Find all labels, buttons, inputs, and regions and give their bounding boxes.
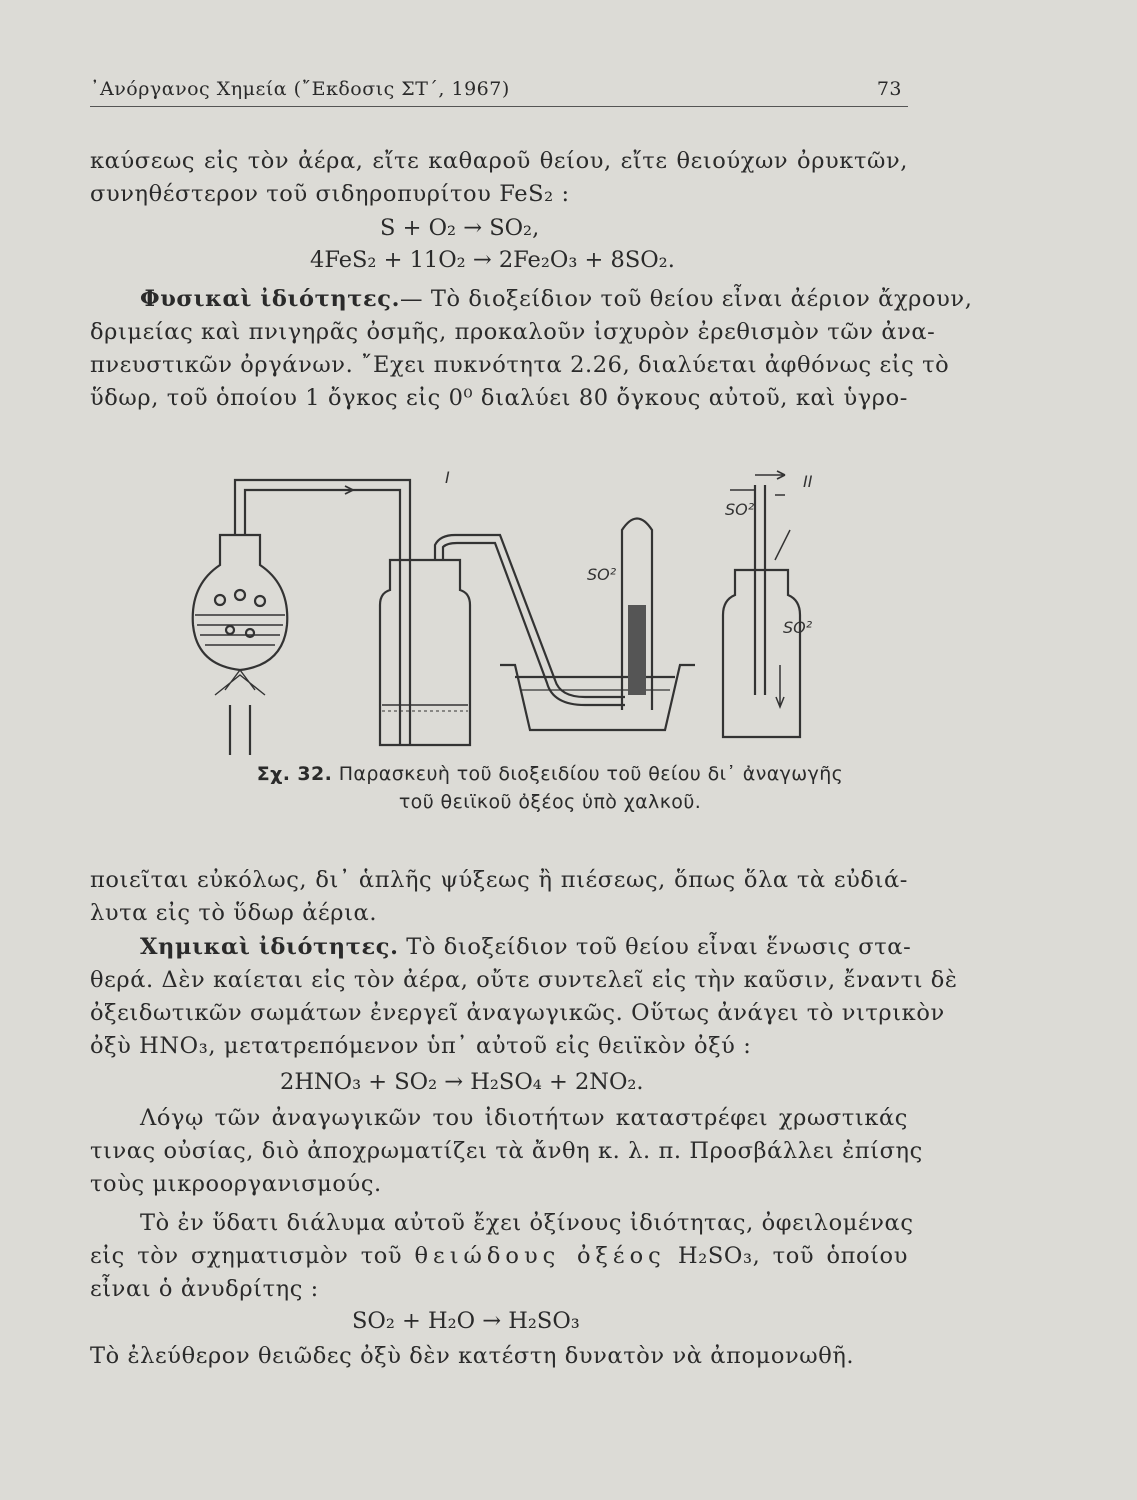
physical-properties-continued (90, 864, 908, 930)
text-line: ὀξὺ HNO₃, μετατρεπόμενον ὑπ᾿ αὐτοῦ εἰς θειϊκὸν ὀξύ : (90, 1033, 752, 1059)
label-so2-top: SO² (725, 500, 755, 519)
text-line: ὀξειδωτικῶν σωμάτων ἐνεργεῖ ἀναγωγικῶς. Οὕτως ἀνάγει τὸ νιτρικὸν (90, 1000, 945, 1026)
label-II: II (803, 472, 813, 491)
running-header (90, 74, 908, 107)
label-I: I (445, 468, 450, 487)
label-so2-tube: SO² (587, 565, 617, 584)
equation-4: SO₂ + H₂O → H₂SO₃ (352, 1308, 580, 1334)
burner (230, 705, 250, 755)
wash-bottle (380, 560, 470, 745)
outlet-tube (755, 485, 765, 695)
section-heading: Φυσικαὶ ἰδιότητες. (140, 286, 401, 312)
text-line: συνηθέστερον τοῦ σιδηροπυρίτου FeS₂ : (90, 181, 570, 207)
text-line: τοὺς μικροοργανισμούς. (90, 1171, 382, 1197)
equation-1: S + O₂ → SO₂, (380, 215, 540, 241)
apparatus-figure (185, 465, 835, 755)
text-line: ποιεῖται εὐκόλως, δι᾿ ἁπλῆς ψύξεως ἢ πιέσεως, ὅπως ὅλα τὰ εὐδιά- (90, 867, 908, 893)
chemical-properties-paragraph (90, 931, 958, 1063)
round-flask (193, 535, 288, 670)
spaced-term: θειώδους ὀξέος (414, 1243, 666, 1269)
text-line: θερά. Δὲν καίεται εἰς τὸν ἀέρα, οὔτε συντελεῖ εἰς τὴν καῦσιν, ἔναντι δὲ (90, 967, 958, 993)
figure-caption (240, 760, 860, 816)
text-line: Τὸ ἐλεύθερον θειῶδες ὀξὺ δὲν κατέστη δυνατὸν νὰ ἀπομονωθῆ. (90, 1343, 855, 1369)
text-line: Φυσικαὶ ἰδιότητες.— Τὸ διοξείδιον τοῦ θείου εἶναι ἀέριον ἄχρουν, (90, 283, 908, 316)
text-line: Χημικαὶ ἰδιότητες. Τὸ διοξείδιον τοῦ θείου εἶναι ἕνωσις στα- (90, 931, 908, 964)
text-line: ὕδωρ, τοῦ ὁποίου 1 ὄγκος εἰς 0⁰ διαλύει 80 ὄγκους αὐτοῦ, καὶ ὑγρο- (90, 385, 908, 411)
text-line: δριμείας καὶ πνιγηρᾶς ὀσμῆς, προκαλοῦν ἰσχυρὸν ἐρεθισμὸν τῶν ἀνα- (90, 319, 936, 345)
text-line: εἶναι ὁ ἀνυδρίτης : (90, 1276, 319, 1302)
final-line (90, 1340, 908, 1373)
text-line: πνευστικῶν ὀργάνων. ῎Εχει πυκνότητα 2.26, διαλύεται ἀφθόνως εἰς τὸ (90, 352, 950, 378)
solution-paragraph (90, 1207, 914, 1306)
label-so2-bottle: SO² (783, 618, 813, 637)
text-line: Τὸ ἐν ὕδατι διάλυμα αὐτοῦ ἔχει ὀξίνους ἰδιότητας, ὀφειλομένας (140, 1210, 914, 1236)
physical-properties-paragraph (90, 283, 973, 415)
caption-line: τοῦ θειϊκοῦ ὀξέος ὑπὸ χαλκοῦ. (398, 791, 702, 813)
page-number: 73 (876, 78, 902, 100)
reducing-paragraph (90, 1102, 923, 1201)
caption-line: Σχ. 32. Παρασκευὴ τοῦ διοξειδίου τοῦ θείου δι᾿ ἀναγωγῆς (256, 763, 844, 785)
connecting-tube (435, 535, 625, 705)
text-line: εἰς τὸν σχηματισμὸν τοῦ θειώδους ὀξέος H₂SO₃, τοῦ ὁποίου (90, 1243, 908, 1269)
header-title: ᾿Ανόργανος Χημεία (῎Εκδοσις ΣΤ΄, 1967) (90, 78, 510, 100)
text-line: καύσεως εἰς τὸν ἀέρα, εἴτε καθαροῦ θείου, εἴτε θειούχων ὀρυκτῶν, (90, 148, 908, 174)
intro-paragraph (90, 145, 908, 211)
equation-3: 2HNO₃ + SO₂ → H₂SO₄ + 2NO₂. (280, 1069, 644, 1095)
text-line: Λόγῳ τῶν ἀναγωγικῶν του ἰδιοτήτων καταστρέφει χρωστικάς (140, 1105, 908, 1131)
collecting-bottle (723, 570, 800, 737)
caption-number: Σχ. 32. (256, 763, 333, 785)
text-line: τινας οὐσίας, διὸ ἀποχρωματίζει τὰ ἄνθη κ. λ. π. Προσβάλλει ἐπίσης (90, 1138, 923, 1164)
equation-2: 4FeS₂ + 11O₂ → 2Fe₂O₃ + 8SO₂. (310, 247, 675, 273)
text-line: λυτα εἰς τὸ ὕδωρ ἀέρια. (90, 900, 378, 926)
section-heading: Χημικαὶ ἰδιότητες. (140, 934, 399, 960)
